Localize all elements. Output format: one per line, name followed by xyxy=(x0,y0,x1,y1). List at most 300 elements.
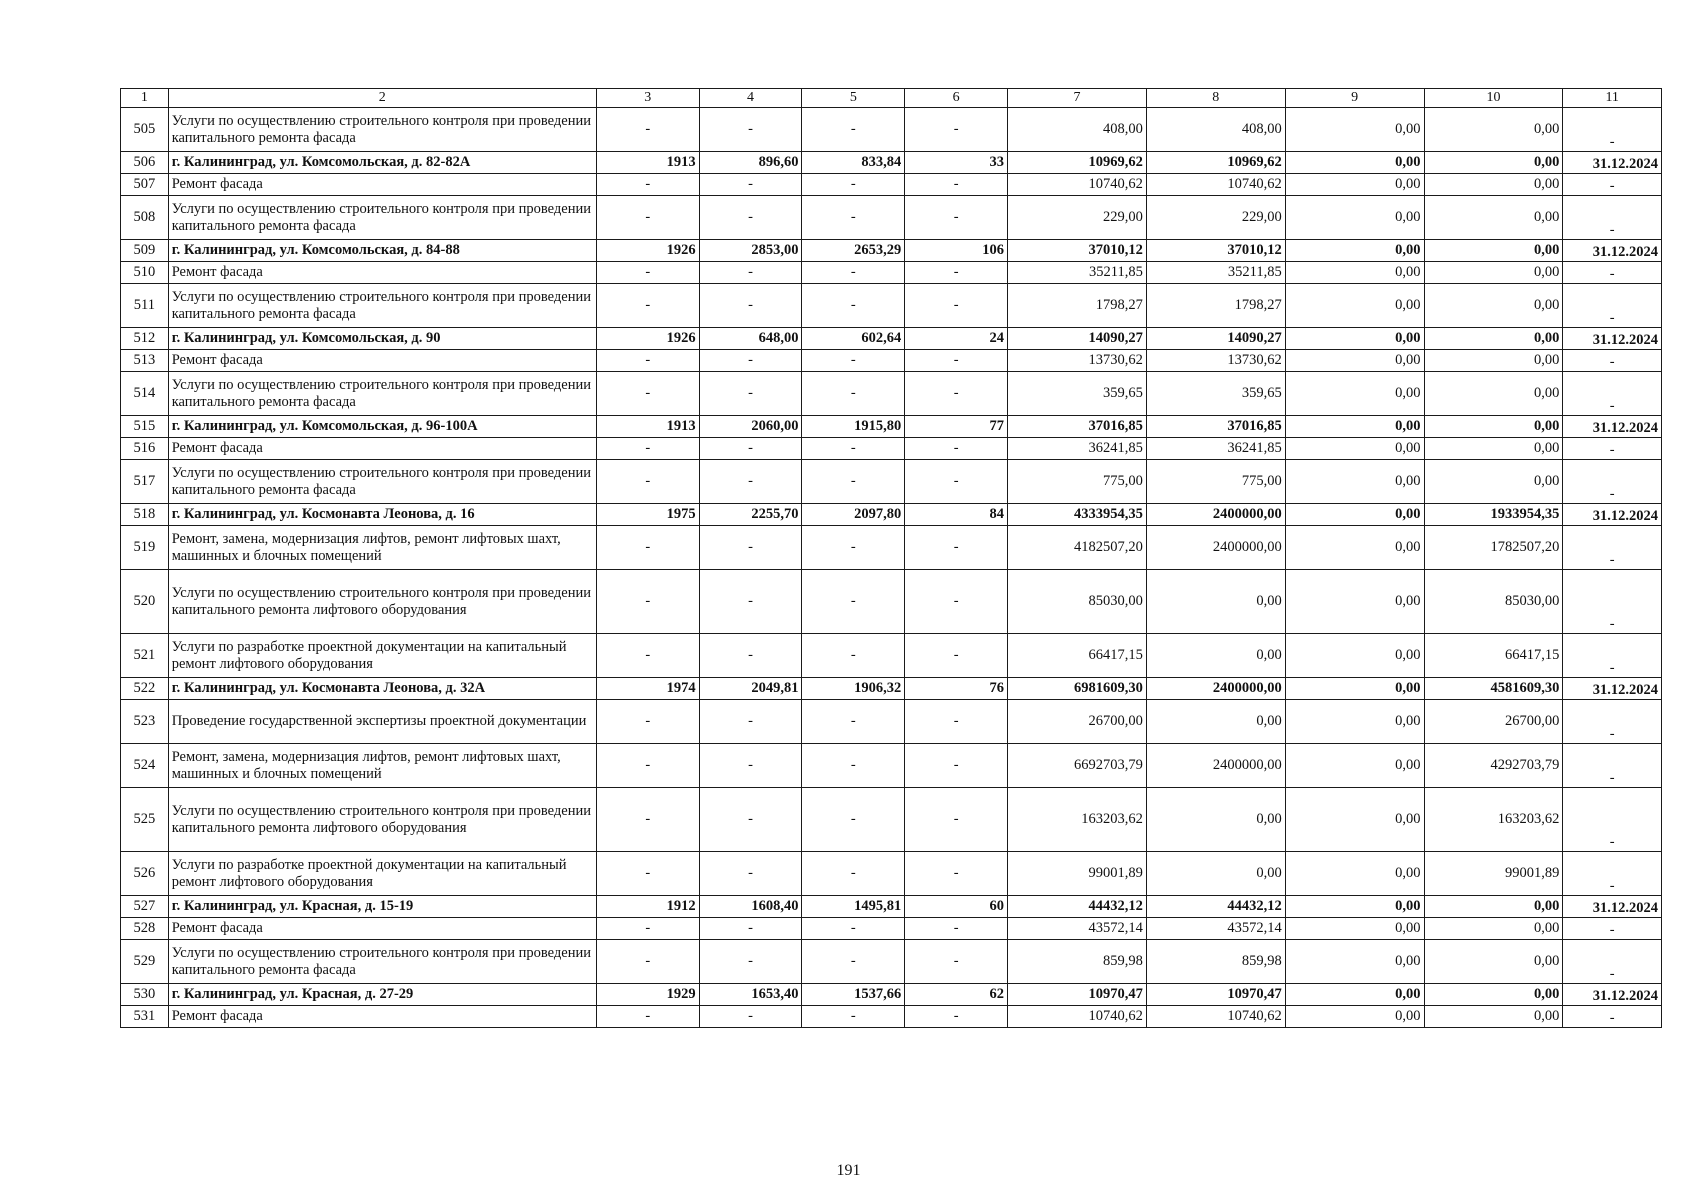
address-row xyxy=(121,416,1662,438)
year-cell: - xyxy=(596,570,699,634)
item-name: Услуги по разработке проектной документации на капитальный ремонт лифтового оборудования xyxy=(168,852,596,896)
total-cost-cell: 408,00 xyxy=(1008,108,1147,152)
total-cost-cell: 10740,62 xyxy=(1008,1006,1147,1028)
area-total-cell: - xyxy=(699,438,802,460)
year-cell: - xyxy=(596,940,699,984)
deadline-cell: - xyxy=(1563,284,1662,328)
area-living-cell: - xyxy=(802,372,905,416)
work-item-row xyxy=(121,634,1662,678)
item-name: Услуги по осуществлению строительного контроля при проведении капитального ремонта фасада xyxy=(168,460,596,504)
deadline-cell: - xyxy=(1563,174,1662,196)
budget-cost-cell: 0,00 xyxy=(1285,328,1424,350)
address-row xyxy=(121,896,1662,918)
item-name: Услуги по осуществлению строительного контроля при проведении капитального ремонта фасада xyxy=(168,284,596,328)
area-total-cell: - xyxy=(699,460,802,504)
area-living-cell: - xyxy=(802,350,905,372)
deadline-cell: - xyxy=(1563,460,1662,504)
area-total-cell: 896,60 xyxy=(699,152,802,174)
item-name: г. Калининград, ул. Красная, д. 15-19 xyxy=(168,896,596,918)
fund-cost-cell: 1798,27 xyxy=(1146,284,1285,328)
total-cost-cell: 10740,62 xyxy=(1008,174,1147,196)
residents-cell: - xyxy=(905,1006,1008,1028)
area-total-cell: - xyxy=(699,570,802,634)
work-item-row xyxy=(121,788,1662,852)
fund-cost-cell: 359,65 xyxy=(1146,372,1285,416)
item-name: Ремонт, замена, модернизация лифтов, ремонт лифтовых шахт, машинных и блочных помещений xyxy=(168,526,596,570)
total-cost-cell: 14090,27 xyxy=(1008,328,1147,350)
item-name: Ремонт фасада xyxy=(168,174,596,196)
item-name: г. Калининград, ул. Красная, д. 27-29 xyxy=(168,984,596,1006)
item-name: Услуги по осуществлению строительного контроля при проведении капитального ремонта лифтового оборудования xyxy=(168,788,596,852)
row-number: 512 xyxy=(121,328,169,350)
owners-cost-cell: 0,00 xyxy=(1424,372,1563,416)
residents-cell: 77 xyxy=(905,416,1008,438)
area-total-cell: - xyxy=(699,1006,802,1028)
year-cell: - xyxy=(596,372,699,416)
owners-cost-cell: 0,00 xyxy=(1424,174,1563,196)
area-living-cell: - xyxy=(802,700,905,744)
year-cell: - xyxy=(596,438,699,460)
fund-cost-cell: 775,00 xyxy=(1146,460,1285,504)
address-row xyxy=(121,984,1662,1006)
area-living-cell: - xyxy=(802,108,905,152)
deadline-cell: - xyxy=(1563,634,1662,678)
owners-cost-cell: 85030,00 xyxy=(1424,570,1563,634)
residents-cell: - xyxy=(905,460,1008,504)
deadline-cell: 31.12.2024 xyxy=(1563,896,1662,918)
deadline-cell: - xyxy=(1563,262,1662,284)
work-item-row xyxy=(121,700,1662,744)
row-number: 519 xyxy=(121,526,169,570)
budget-cost-cell: 0,00 xyxy=(1285,108,1424,152)
year-cell: 1913 xyxy=(596,152,699,174)
owners-cost-cell: 0,00 xyxy=(1424,984,1563,1006)
address-row xyxy=(121,240,1662,262)
year-cell: - xyxy=(596,526,699,570)
residents-cell: - xyxy=(905,526,1008,570)
deadline-cell: - xyxy=(1563,1006,1662,1028)
residents-cell: - xyxy=(905,918,1008,940)
header-cell: 11 xyxy=(1563,89,1662,108)
residents-cell: 24 xyxy=(905,328,1008,350)
header-cell: 7 xyxy=(1008,89,1147,108)
area-living-cell: - xyxy=(802,940,905,984)
total-cost-cell: 36241,85 xyxy=(1008,438,1147,460)
residents-cell: - xyxy=(905,196,1008,240)
budget-cost-cell: 0,00 xyxy=(1285,460,1424,504)
residents-cell: - xyxy=(905,570,1008,634)
total-cost-cell: 99001,89 xyxy=(1008,852,1147,896)
fund-cost-cell: 229,00 xyxy=(1146,196,1285,240)
residents-cell: - xyxy=(905,788,1008,852)
area-total-cell: - xyxy=(699,372,802,416)
residents-cell: - xyxy=(905,700,1008,744)
budget-cost-cell: 0,00 xyxy=(1285,1006,1424,1028)
residents-cell: - xyxy=(905,744,1008,788)
deadline-cell: - xyxy=(1563,852,1662,896)
fund-cost-cell: 10740,62 xyxy=(1146,174,1285,196)
area-living-cell: - xyxy=(802,262,905,284)
work-item-row xyxy=(121,196,1662,240)
year-cell: 1926 xyxy=(596,328,699,350)
address-row xyxy=(121,504,1662,526)
owners-cost-cell: 1782507,20 xyxy=(1424,526,1563,570)
owners-cost-cell: 1933954,35 xyxy=(1424,504,1563,526)
total-cost-cell: 4182507,20 xyxy=(1008,526,1147,570)
area-total-cell: - xyxy=(699,108,802,152)
budget-cost-cell: 0,00 xyxy=(1285,940,1424,984)
work-item-row xyxy=(121,460,1662,504)
row-number: 518 xyxy=(121,504,169,526)
total-cost-cell: 6981609,30 xyxy=(1008,678,1147,700)
owners-cost-cell: 66417,15 xyxy=(1424,634,1563,678)
header-cell: 8 xyxy=(1146,89,1285,108)
row-number: 509 xyxy=(121,240,169,262)
area-total-cell: 2049,81 xyxy=(699,678,802,700)
area-living-cell: - xyxy=(802,460,905,504)
area-total-cell: - xyxy=(699,196,802,240)
item-name: Услуги по осуществлению строительного контроля при проведении капитального ремонта фасада xyxy=(168,108,596,152)
total-cost-cell: 10970,47 xyxy=(1008,984,1147,1006)
total-cost-cell: 229,00 xyxy=(1008,196,1147,240)
item-name: г. Калининград, ул. Космонавта Леонова, д. 16 xyxy=(168,504,596,526)
row-number: 515 xyxy=(121,416,169,438)
year-cell: 1913 xyxy=(596,416,699,438)
row-number: 524 xyxy=(121,744,169,788)
total-cost-cell: 775,00 xyxy=(1008,460,1147,504)
residents-cell: 106 xyxy=(905,240,1008,262)
area-living-cell: - xyxy=(802,1006,905,1028)
year-cell: - xyxy=(596,744,699,788)
deadline-cell: 31.12.2024 xyxy=(1563,152,1662,174)
year-cell: - xyxy=(596,174,699,196)
row-number: 514 xyxy=(121,372,169,416)
owners-cost-cell: 0,00 xyxy=(1424,152,1563,174)
fund-cost-cell: 10740,62 xyxy=(1146,1006,1285,1028)
total-cost-cell: 13730,62 xyxy=(1008,350,1147,372)
year-cell: - xyxy=(596,634,699,678)
owners-cost-cell: 99001,89 xyxy=(1424,852,1563,896)
area-living-cell: - xyxy=(802,852,905,896)
fund-cost-cell: 36241,85 xyxy=(1146,438,1285,460)
row-number: 530 xyxy=(121,984,169,1006)
item-name: г. Калининград, ул. Комсомольская, д. 82-82А xyxy=(168,152,596,174)
budget-cost-cell: 0,00 xyxy=(1285,634,1424,678)
header-cell: 1 xyxy=(121,89,169,108)
item-name: г. Калининград, ул. Комсомольская, д. 90 xyxy=(168,328,596,350)
total-cost-cell: 4333954,35 xyxy=(1008,504,1147,526)
area-total-cell: 648,00 xyxy=(699,328,802,350)
area-total-cell: - xyxy=(699,788,802,852)
owners-cost-cell: 163203,62 xyxy=(1424,788,1563,852)
area-living-cell: - xyxy=(802,284,905,328)
area-total-cell: - xyxy=(699,700,802,744)
item-name: Ремонт фасада xyxy=(168,262,596,284)
year-cell: - xyxy=(596,1006,699,1028)
deadline-cell: 31.12.2024 xyxy=(1563,984,1662,1006)
budget-cost-cell: 0,00 xyxy=(1285,504,1424,526)
total-cost-cell: 26700,00 xyxy=(1008,700,1147,744)
area-total-cell: - xyxy=(699,852,802,896)
fund-cost-cell: 0,00 xyxy=(1146,852,1285,896)
area-total-cell: - xyxy=(699,634,802,678)
area-total-cell: - xyxy=(699,174,802,196)
residents-cell: - xyxy=(905,852,1008,896)
area-living-cell: - xyxy=(802,918,905,940)
owners-cost-cell: 0,00 xyxy=(1424,328,1563,350)
row-number: 513 xyxy=(121,350,169,372)
budget-cost-cell: 0,00 xyxy=(1285,350,1424,372)
item-name: г. Калининград, ул. Космонавта Леонова, д. 32А xyxy=(168,678,596,700)
header-cell: 9 xyxy=(1285,89,1424,108)
budget-cost-cell: 0,00 xyxy=(1285,262,1424,284)
owners-cost-cell: 0,00 xyxy=(1424,196,1563,240)
fund-cost-cell: 0,00 xyxy=(1146,634,1285,678)
fund-cost-cell: 0,00 xyxy=(1146,700,1285,744)
year-cell: - xyxy=(596,350,699,372)
work-item-row xyxy=(121,438,1662,460)
area-living-cell: 1906,32 xyxy=(802,678,905,700)
row-number: 526 xyxy=(121,852,169,896)
item-name: Услуги по осуществлению строительного контроля при проведении капитального ремонта фасада xyxy=(168,940,596,984)
budget-cost-cell: 0,00 xyxy=(1285,152,1424,174)
item-name: Ремонт фасада xyxy=(168,438,596,460)
row-number: 521 xyxy=(121,634,169,678)
item-name: Услуги по осуществлению строительного контроля при проведении капитального ремонта лифтового оборудования xyxy=(168,570,596,634)
work-item-row xyxy=(121,1006,1662,1028)
fund-cost-cell: 13730,62 xyxy=(1146,350,1285,372)
residents-cell: - xyxy=(905,174,1008,196)
year-cell: - xyxy=(596,262,699,284)
deadline-cell: - xyxy=(1563,438,1662,460)
item-name: Ремонт фасада xyxy=(168,1006,596,1028)
deadline-cell: - xyxy=(1563,700,1662,744)
budget-cost-cell: 0,00 xyxy=(1285,570,1424,634)
area-living-cell: - xyxy=(802,174,905,196)
budget-cost-cell: 0,00 xyxy=(1285,438,1424,460)
residents-cell: - xyxy=(905,940,1008,984)
deadline-cell: - xyxy=(1563,108,1662,152)
deadline-cell: - xyxy=(1563,570,1662,634)
owners-cost-cell: 0,00 xyxy=(1424,284,1563,328)
row-number: 525 xyxy=(121,788,169,852)
owners-cost-cell: 0,00 xyxy=(1424,1006,1563,1028)
owners-cost-cell: 0,00 xyxy=(1424,416,1563,438)
year-cell: 1912 xyxy=(596,896,699,918)
area-total-cell: - xyxy=(699,350,802,372)
row-number: 506 xyxy=(121,152,169,174)
owners-cost-cell: 4292703,79 xyxy=(1424,744,1563,788)
header-cell: 4 xyxy=(699,89,802,108)
total-cost-cell: 66417,15 xyxy=(1008,634,1147,678)
row-number: 511 xyxy=(121,284,169,328)
budget-cost-cell: 0,00 xyxy=(1285,372,1424,416)
header-cell: 5 xyxy=(802,89,905,108)
row-number: 528 xyxy=(121,918,169,940)
fund-cost-cell: 10969,62 xyxy=(1146,152,1285,174)
deadline-cell: 31.12.2024 xyxy=(1563,416,1662,438)
budget-cost-cell: 0,00 xyxy=(1285,240,1424,262)
work-item-row xyxy=(121,284,1662,328)
work-item-row xyxy=(121,262,1662,284)
owners-cost-cell: 0,00 xyxy=(1424,350,1563,372)
residents-cell: - xyxy=(905,284,1008,328)
area-living-cell: - xyxy=(802,526,905,570)
fund-cost-cell: 37010,12 xyxy=(1146,240,1285,262)
deadline-cell: 31.12.2024 xyxy=(1563,678,1662,700)
area-living-cell: - xyxy=(802,788,905,852)
work-item-row xyxy=(121,744,1662,788)
area-living-cell: 602,64 xyxy=(802,328,905,350)
residents-cell: - xyxy=(905,108,1008,152)
work-item-row xyxy=(121,108,1662,152)
row-number: 527 xyxy=(121,896,169,918)
area-living-cell: 833,84 xyxy=(802,152,905,174)
budget-cost-cell: 0,00 xyxy=(1285,284,1424,328)
deadline-cell: - xyxy=(1563,350,1662,372)
area-total-cell: 1608,40 xyxy=(699,896,802,918)
budget-cost-cell: 0,00 xyxy=(1285,984,1424,1006)
total-cost-cell: 359,65 xyxy=(1008,372,1147,416)
residents-cell: - xyxy=(905,438,1008,460)
item-name: г. Калининград, ул. Комсомольская, д. 84-88 xyxy=(168,240,596,262)
work-item-row xyxy=(121,174,1662,196)
area-living-cell: - xyxy=(802,570,905,634)
item-name: Ремонт, замена, модернизация лифтов, ремонт лифтовых шахт, машинных и блочных помещений xyxy=(168,744,596,788)
year-cell: 1929 xyxy=(596,984,699,1006)
total-cost-cell: 1798,27 xyxy=(1008,284,1147,328)
page-number: 191 xyxy=(836,1162,861,1179)
area-total-cell: 2853,00 xyxy=(699,240,802,262)
deadline-cell: - xyxy=(1563,918,1662,940)
fund-cost-cell: 408,00 xyxy=(1146,108,1285,152)
budget-cost-cell: 0,00 xyxy=(1285,174,1424,196)
row-number: 517 xyxy=(121,460,169,504)
total-cost-cell: 163203,62 xyxy=(1008,788,1147,852)
item-name: г. Калининград, ул. Комсомольская, д. 96-100А xyxy=(168,416,596,438)
fund-cost-cell: 0,00 xyxy=(1146,570,1285,634)
area-total-cell: - xyxy=(699,262,802,284)
total-cost-cell: 37010,12 xyxy=(1008,240,1147,262)
header-cell: 3 xyxy=(596,89,699,108)
budget-cost-cell: 0,00 xyxy=(1285,678,1424,700)
item-name: Услуги по разработке проектной документации на капитальный ремонт лифтового оборудования xyxy=(168,634,596,678)
residents-cell: 62 xyxy=(905,984,1008,1006)
work-item-row xyxy=(121,570,1662,634)
year-cell: 1974 xyxy=(596,678,699,700)
row-number: 522 xyxy=(121,678,169,700)
fund-cost-cell: 2400000,00 xyxy=(1146,526,1285,570)
residents-cell: 60 xyxy=(905,896,1008,918)
fund-cost-cell: 0,00 xyxy=(1146,788,1285,852)
fund-cost-cell: 37016,85 xyxy=(1146,416,1285,438)
owners-cost-cell: 0,00 xyxy=(1424,240,1563,262)
total-cost-cell: 859,98 xyxy=(1008,940,1147,984)
deadline-cell: - xyxy=(1563,372,1662,416)
total-cost-cell: 6692703,79 xyxy=(1008,744,1147,788)
owners-cost-cell: 0,00 xyxy=(1424,460,1563,504)
item-name: Проведение государственной экспертизы проектной документации xyxy=(168,700,596,744)
header-cell: 10 xyxy=(1424,89,1563,108)
budget-cost-cell: 0,00 xyxy=(1285,788,1424,852)
year-cell: - xyxy=(596,918,699,940)
area-living-cell: - xyxy=(802,634,905,678)
fund-cost-cell: 10970,47 xyxy=(1146,984,1285,1006)
fund-cost-cell: 14090,27 xyxy=(1146,328,1285,350)
row-number: 510 xyxy=(121,262,169,284)
year-cell: - xyxy=(596,460,699,504)
area-living-cell: 1495,81 xyxy=(802,896,905,918)
header-cell: 6 xyxy=(905,89,1008,108)
year-cell: - xyxy=(596,108,699,152)
work-item-row xyxy=(121,350,1662,372)
total-cost-cell: 10969,62 xyxy=(1008,152,1147,174)
area-living-cell: 2097,80 xyxy=(802,504,905,526)
area-total-cell: 2255,70 xyxy=(699,504,802,526)
year-cell: - xyxy=(596,700,699,744)
fund-cost-cell: 2400000,00 xyxy=(1146,678,1285,700)
item-name: Услуги по осуществлению строительного контроля при проведении капитального ремонта фасада xyxy=(168,196,596,240)
deadline-cell: 31.12.2024 xyxy=(1563,328,1662,350)
work-item-row xyxy=(121,526,1662,570)
year-cell: - xyxy=(596,196,699,240)
total-cost-cell: 85030,00 xyxy=(1008,570,1147,634)
row-number: 507 xyxy=(121,174,169,196)
area-total-cell: 2060,00 xyxy=(699,416,802,438)
deadline-cell: - xyxy=(1563,940,1662,984)
residents-cell: - xyxy=(905,350,1008,372)
budget-cost-cell: 0,00 xyxy=(1285,852,1424,896)
residents-cell: 76 xyxy=(905,678,1008,700)
fund-cost-cell: 43572,14 xyxy=(1146,918,1285,940)
deadline-cell: - xyxy=(1563,788,1662,852)
address-row xyxy=(121,152,1662,174)
budget-cost-cell: 0,00 xyxy=(1285,526,1424,570)
row-number: 529 xyxy=(121,940,169,984)
owners-cost-cell: 26700,00 xyxy=(1424,700,1563,744)
area-living-cell: - xyxy=(802,744,905,788)
owners-cost-cell: 0,00 xyxy=(1424,940,1563,984)
fund-cost-cell: 859,98 xyxy=(1146,940,1285,984)
total-cost-cell: 37016,85 xyxy=(1008,416,1147,438)
area-total-cell: 1653,40 xyxy=(699,984,802,1006)
area-total-cell: - xyxy=(699,526,802,570)
row-number: 531 xyxy=(121,1006,169,1028)
work-item-row xyxy=(121,852,1662,896)
area-total-cell: - xyxy=(699,918,802,940)
owners-cost-cell: 0,00 xyxy=(1424,108,1563,152)
owners-cost-cell: 0,00 xyxy=(1424,262,1563,284)
owners-cost-cell: 0,00 xyxy=(1424,896,1563,918)
deadline-cell: 31.12.2024 xyxy=(1563,240,1662,262)
owners-cost-cell: 0,00 xyxy=(1424,438,1563,460)
deadline-cell: - xyxy=(1563,526,1662,570)
residents-cell: - xyxy=(905,262,1008,284)
header-row xyxy=(121,89,1662,108)
residents-cell: - xyxy=(905,634,1008,678)
item-name: Ремонт фасада xyxy=(168,350,596,372)
deadline-cell: 31.12.2024 xyxy=(1563,504,1662,526)
total-cost-cell: 44432,12 xyxy=(1008,896,1147,918)
residents-cell: - xyxy=(905,372,1008,416)
budget-cost-cell: 0,00 xyxy=(1285,416,1424,438)
header-cell: 2 xyxy=(168,89,596,108)
owners-cost-cell: 4581609,30 xyxy=(1424,678,1563,700)
work-item-row xyxy=(121,918,1662,940)
area-living-cell: 1915,80 xyxy=(802,416,905,438)
item-name: Ремонт фасада xyxy=(168,918,596,940)
address-row xyxy=(121,328,1662,350)
